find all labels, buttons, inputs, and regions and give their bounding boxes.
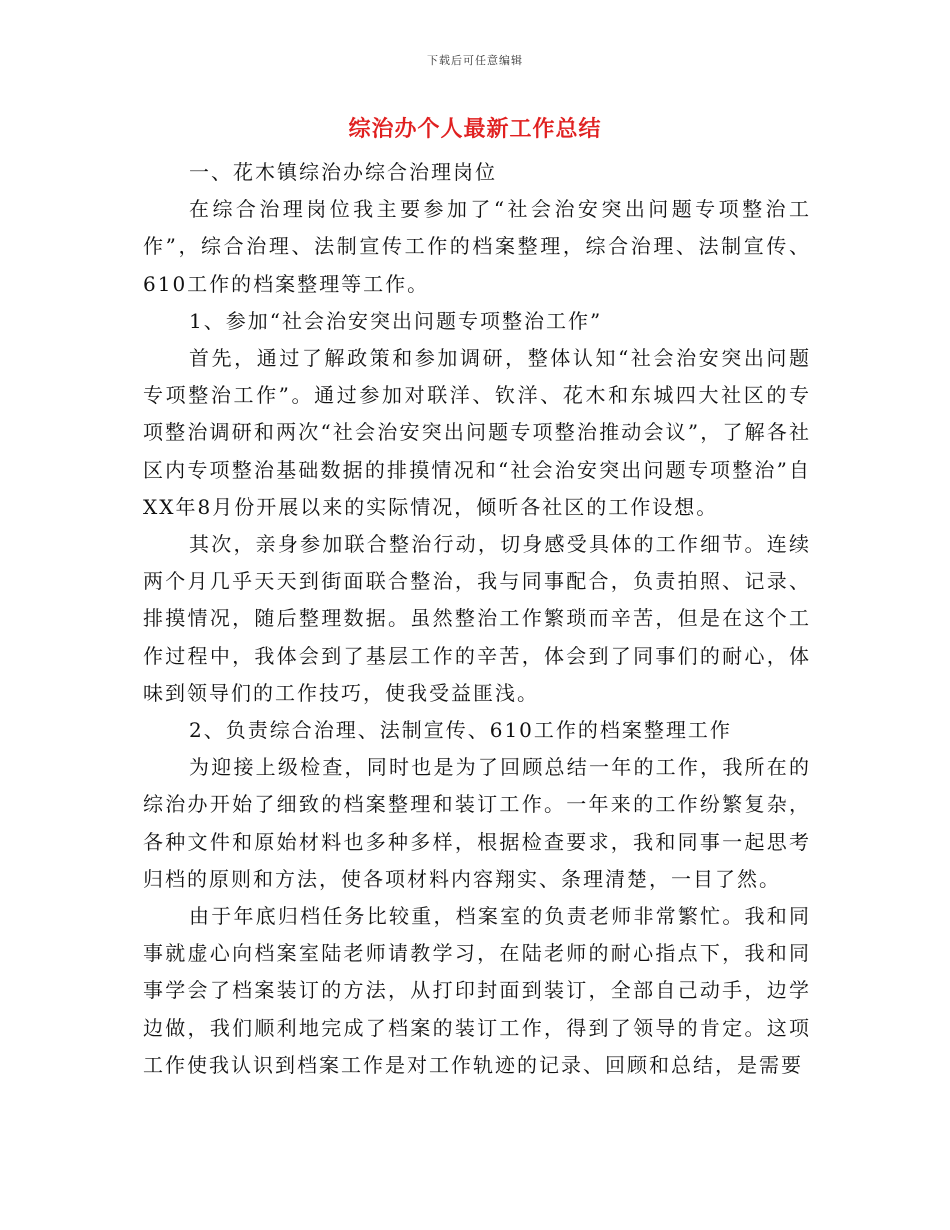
paragraph: 1、参加“社会治安突出问题专项整治工作”	[189, 308, 603, 333]
paragraph: 由于年底归档任务比较重，档案室的负责老师非常繁忙。我和同事就虚心向档案室陆老师请教学习，在陆老师的耐心指点下，我和同事学会了档案装订的方法，从打印封面到装订，全部自己动手，边学边做，我们顺利地完成了档案的装订工作，得到了领导的肯定。这项工作使我认识到档案工作是对工作轨迹的记录、回顾和总结，是需要	[143, 904, 811, 1077]
paragraph: 为迎接上级检查，同时也是为了回顾总结一年的工作，我所在的综治办开始了细致的档案整理和装订工作。一年来的工作纷繁复杂，各种文件和原始材料也多种多样，根据检查要求，我和同事一起思考归档的原则和方法，使各项材料内容翔实、条理清楚，一目了然。	[143, 755, 811, 891]
paragraph: 首先，通过了解政策和参加调研，整体认知“社会治安突出问题专项整治工作”。通过参加对联洋、钦洋、花木和东城四大社区的专项整治调研和两次“社会治安突出问题专项整治推动会议”，了解各社区内专项整治基础数据的排摸情况和“社会治安突出问题专项整治”自XX年8月份开展以来的实际情况，倾听各社区的工作设想。	[143, 346, 811, 519]
header-note: 下载后可任意编辑	[427, 54, 523, 67]
paragraph: 其次，亲身参加联合整治行动，切身感受具体的工作细节。连续两个月几乎天天到街面联合整治，我与同事配合，负责拍照、记录、排摸情况，随后整理数据。虽然整治工作繁琐而辛苦，但是在这个工作过程中，我体会到了基层工作的辛苦，体会到了同事们的耐心，体味到领导们的工作技巧，使我受益匪浅。	[143, 532, 811, 705]
paragraph: 2、负责综合治理、法制宣传、610工作的档案整理工作	[189, 718, 732, 743]
paragraph: 一、花木镇综治办综合治理岗位	[189, 160, 497, 184]
paragraph: 在综合治理岗位我主要参加了“社会治安突出问题专项整治工作”，综合治理、法制宣传工作的档案整理，综合治理、法制宣传、610工作的档案整理等工作。	[143, 197, 811, 296]
document-title: 综治办个人最新工作总结	[348, 117, 602, 142]
document-body	[143, 154, 811, 1084]
